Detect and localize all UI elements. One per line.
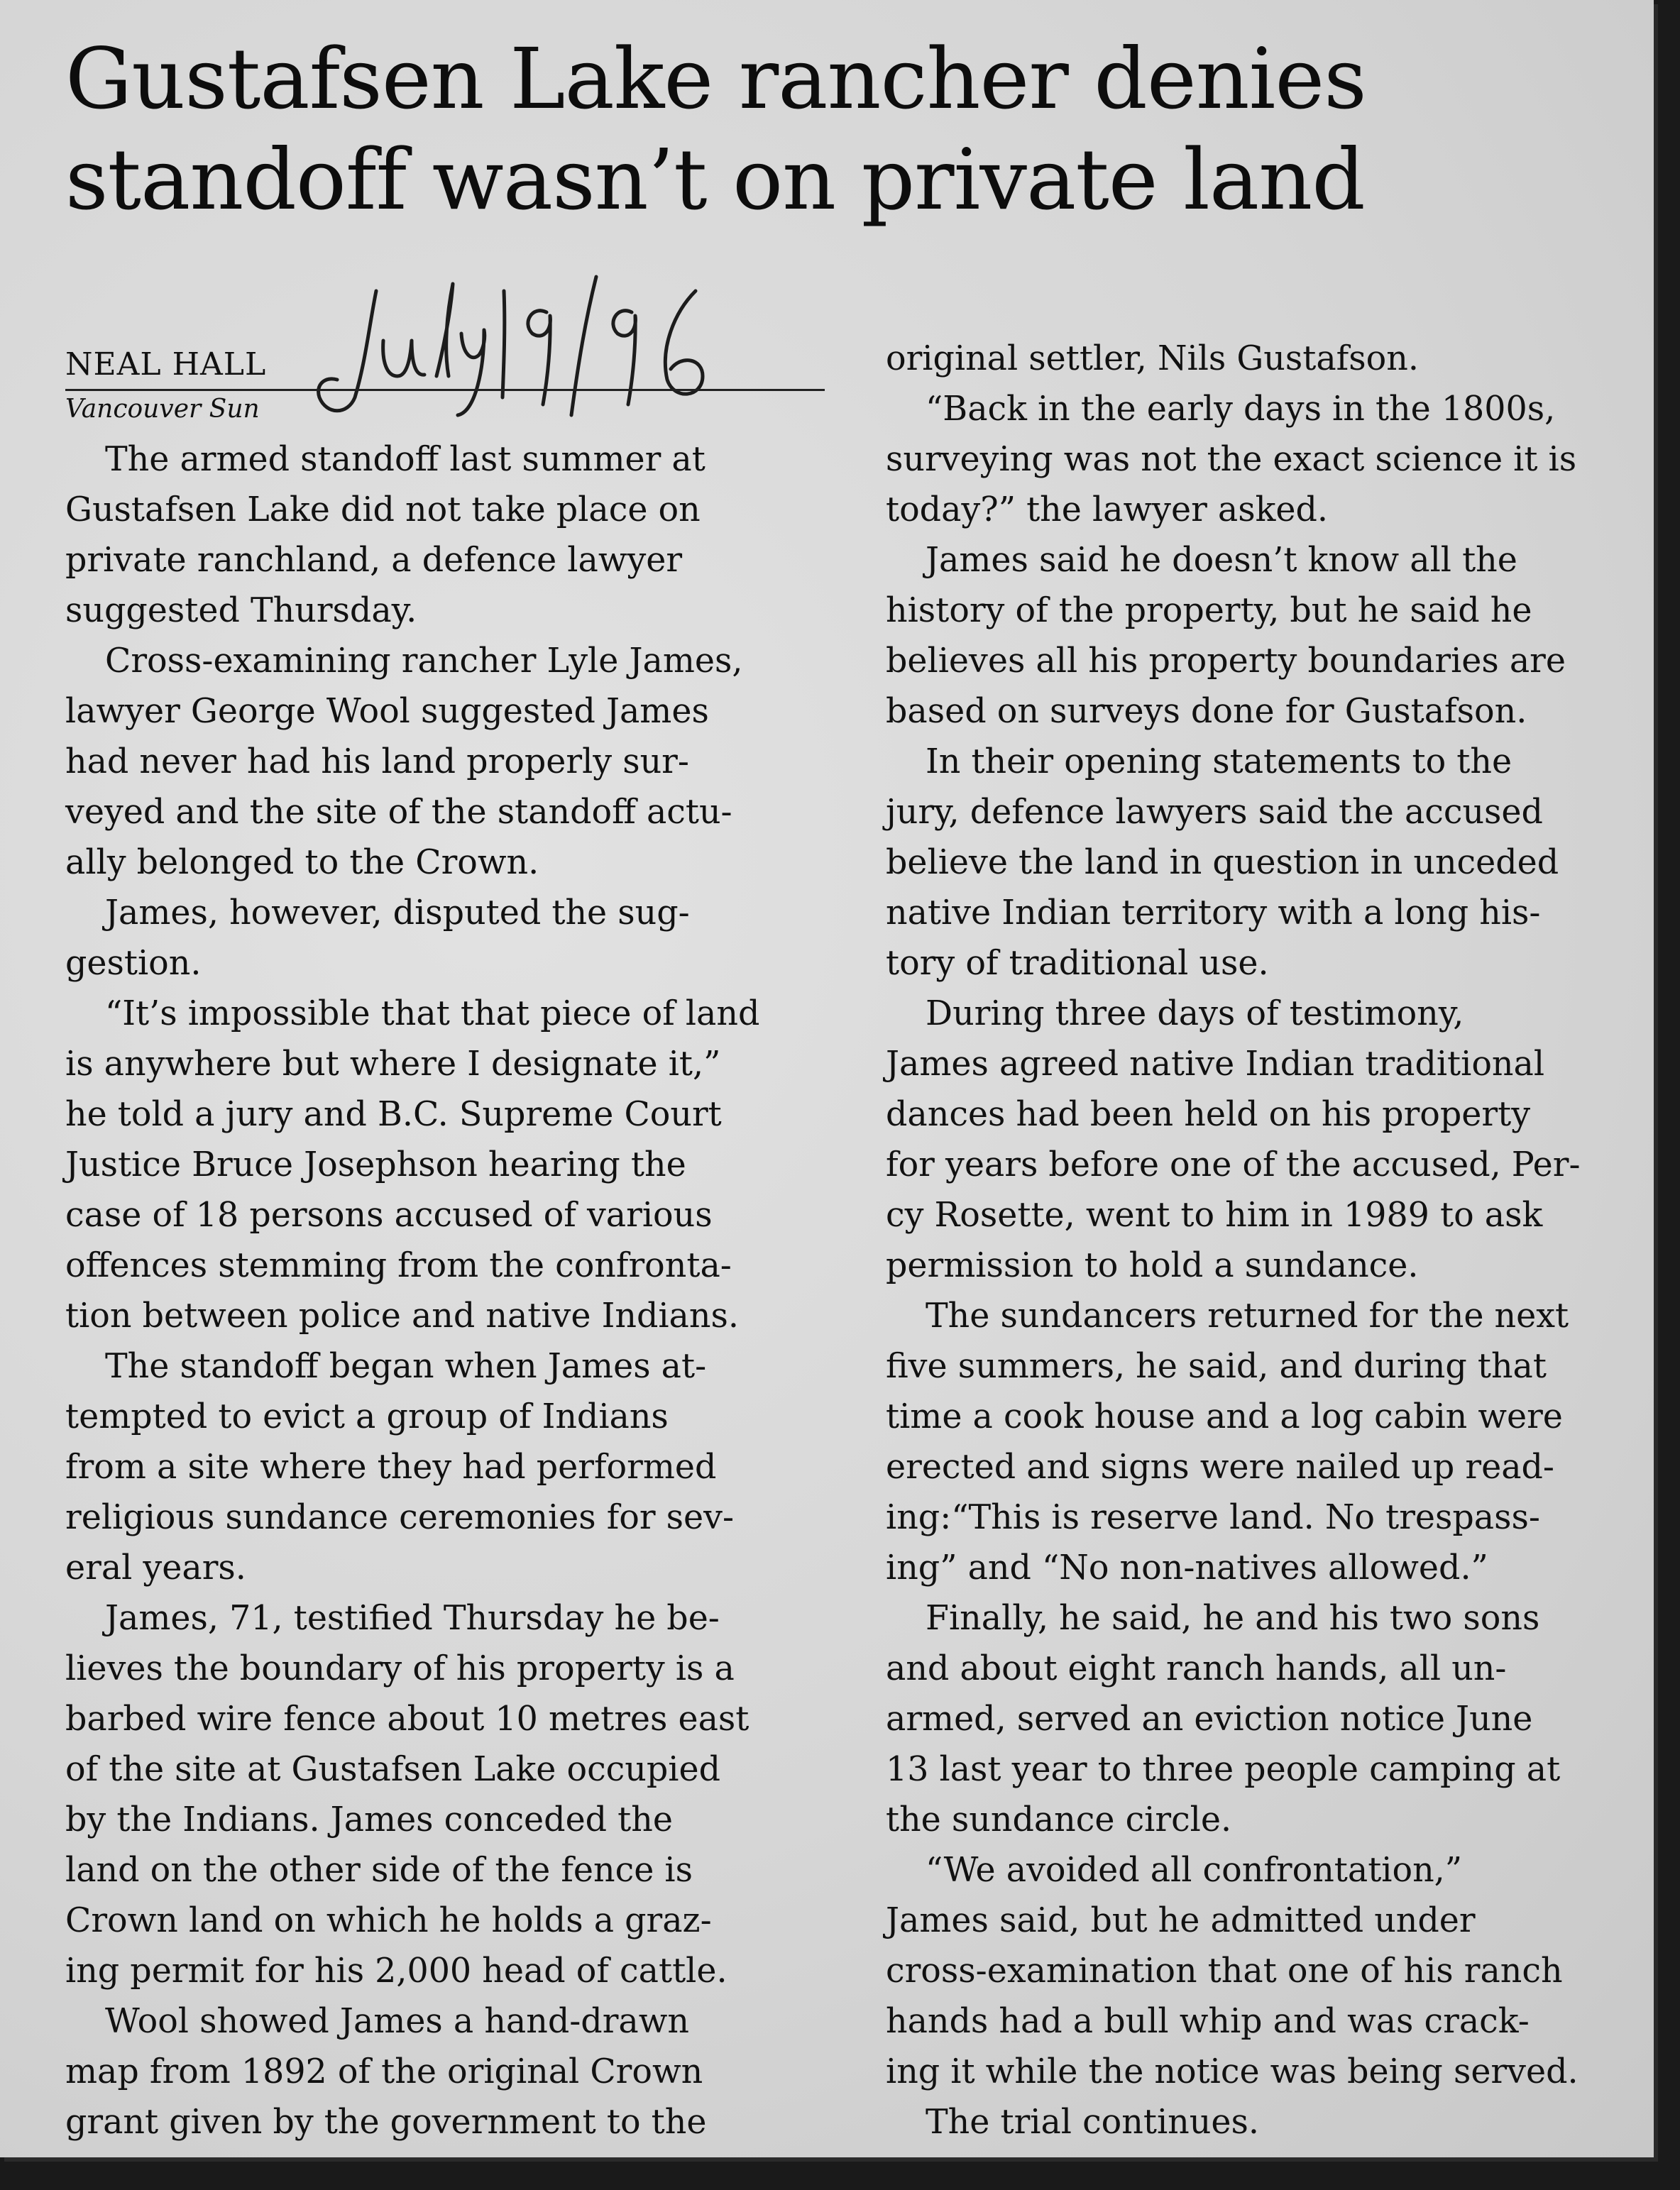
left-column	[65, 434, 839, 2147]
text-line: time a cook house and a log cabin were	[886, 1397, 1563, 1436]
text-line: ally belonged to the Crown.	[65, 843, 539, 882]
text-line: today?” the lawyer asked.	[886, 490, 1328, 529]
text-line: Finally, he said, he and his two sons	[926, 1599, 1540, 1638]
text-line: religious sundance ceremonies for sev-	[65, 1498, 735, 1537]
text-line: In their opening statements to the	[926, 742, 1512, 781]
text-line: he told a jury and B.C. Supreme Court	[65, 1095, 722, 1134]
byline-rule	[65, 339, 825, 391]
text-line: five summers, he said, and during that	[886, 1347, 1547, 1386]
text-line: James said, but he admitted under	[886, 1901, 1476, 1940]
text-line: jury, defence lawyers said the accused	[886, 793, 1543, 832]
text-line: Cross-examining rancher Lyle James,	[105, 642, 743, 681]
text-line: armed, served an eviction notice June	[886, 1700, 1533, 1739]
text-line: barbed wire fence about 10 metres east	[65, 1700, 750, 1739]
text-line: tempted to evict a group of Indians	[65, 1397, 669, 1436]
text-line: veyed and the site of the standoff actu-	[65, 793, 732, 832]
text-line: lieves the boundary of his property is a	[65, 1649, 735, 1688]
text-line: private ranchland, a defence lawyer	[65, 541, 683, 580]
text-line: “It’s impossible that that piece of land	[105, 994, 760, 1033]
text-line: is anywhere but where I designate it,”	[65, 1045, 721, 1084]
text-line: believes all his property boundaries are	[886, 642, 1566, 681]
text-line: Wool showed James a hand-drawn	[105, 2002, 689, 2041]
text-line: case of 18 persons accused of various	[65, 1196, 713, 1235]
text-line: Justice Bruce Josephson hearing the	[65, 1145, 686, 1184]
text-line: permission to hold a sundance.	[886, 1246, 1419, 1285]
text-line: gestion.	[65, 944, 202, 983]
text-line: ing” and “No non-natives allowed.”	[886, 1548, 1488, 1588]
text-line: surveying was not the exact science it is	[886, 440, 1577, 479]
text-line: offences stemming from the confronta-	[65, 1246, 732, 1285]
text-line: James, however, disputed the sug-	[105, 893, 690, 932]
text-line: “We avoided all confrontation,”	[926, 1851, 1463, 1890]
text-line: cross-examination that one of his ranch	[886, 1952, 1563, 1991]
text-line: The sundancers returned for the next	[926, 1297, 1569, 1336]
text-line: tion between police and native Indians.	[65, 1297, 739, 1336]
text-line: and about eight ranch hands, all un-	[886, 1649, 1507, 1688]
text-line: lawyer George Wool suggested James	[65, 692, 709, 731]
text-line: by the Indians. James conceded the	[65, 1800, 673, 1839]
text-line: ing:“This is reserve land. No trespass-	[886, 1498, 1540, 1537]
text-line: of the site at Gustafsen Lake occupied	[65, 1750, 720, 1789]
text-line: cy Rosette, went to him in 1989 to ask	[886, 1196, 1543, 1235]
text-line: had never had his land properly sur-	[65, 742, 689, 781]
text-line: for years before one of the accused, Per-	[886, 1145, 1581, 1184]
text-line: from a site where they had performed	[65, 1448, 717, 1487]
text-line: James agreed native Indian traditional	[886, 1045, 1545, 1084]
byline-publication: Vancouver Sun	[65, 395, 260, 424]
text-line: James said he doesn’t know all the	[926, 541, 1517, 580]
text-line: 13 last year to three people camping at	[886, 1750, 1561, 1789]
text-line: The armed standoff last summer at	[105, 440, 706, 479]
text-line: During three days of testimony,	[926, 994, 1464, 1033]
text-line: erected and signs were nailed up read-	[886, 1448, 1554, 1487]
text-line: eral years.	[65, 1548, 246, 1588]
text-line: ing permit for his 2,000 head of cattle.	[65, 1952, 728, 1991]
text-line: ing it while the notice was being served.	[886, 2052, 1579, 2091]
text-line: The standoff began when James at-	[105, 1347, 707, 1386]
text-line: land on the other side of the fence is	[65, 1851, 693, 1890]
text-line: history of the property, but he said he	[886, 591, 1532, 630]
text-line: based on surveys done for Gustafson.	[886, 692, 1527, 731]
text-line: native Indian territory with a long his-	[886, 893, 1541, 932]
text-line: map from 1892 of the original Crown	[65, 2052, 703, 2091]
text-line: The trial continues.	[926, 2103, 1259, 2142]
text-line: suggested Thursday.	[65, 591, 417, 630]
text-line: Gustafsen Lake did not take place on	[65, 490, 701, 529]
headline	[65, 28, 1648, 230]
text-line: original settler, Nils Gustafson.	[886, 339, 1419, 378]
right-column	[886, 334, 1654, 2147]
text-line: the sundance circle.	[886, 1800, 1232, 1839]
text-line: Crown land on which he holds a graz-	[65, 1901, 712, 1940]
text-line: James, 71, testified Thursday he be-	[105, 1599, 720, 1638]
headline-line-2: standoff wasn’t on private land	[65, 131, 1365, 229]
text-line: tory of traditional use.	[886, 944, 1269, 983]
text-line: believe the land in question in unceded	[886, 843, 1559, 882]
text-line: grant given by the government to the	[65, 2103, 707, 2142]
text-line: hands had a bull whip and was crack-	[886, 2002, 1530, 2041]
headline-line-1: Gustafsen Lake rancher denies	[65, 30, 1366, 128]
text-line: dances had been held on his property	[886, 1095, 1531, 1134]
text-line: “Back in the early days in the 1800s,	[926, 390, 1556, 429]
byline-author: NEAL HALL	[65, 346, 267, 383]
